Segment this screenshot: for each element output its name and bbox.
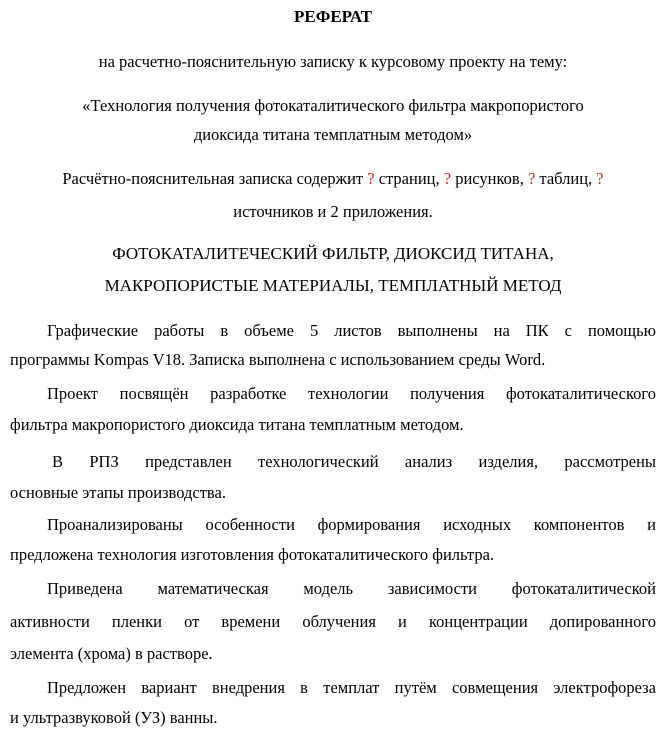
paragraph-4-line-1: Проанализированы особенности формирования исходных компонентов и <box>47 515 656 534</box>
summary-line-1 <box>10 168 656 190</box>
summary-placeholder-tables: ? <box>527 169 536 188</box>
summary-text-4: таблиц, <box>539 169 593 188</box>
keywords-line-1: ФОТОКАТАЛИТЕЧЕСКИЙ ФИЛЬТР, ДИОКСИД ТИТАНА, <box>112 244 554 263</box>
paragraph-6-line-2: и ультразвуковой (УЗ) ванны. <box>10 708 218 727</box>
keywords-line-2: МАКРОПОРИСТЫЕ МАТЕРИАЛЫ, ТЕМПЛАТНЫЙ МЕТОД <box>104 276 562 295</box>
summary-text-3: рисунков, <box>455 169 524 188</box>
paragraph-5-line-1: Приведена математическая модель зависимости фотокаталитической <box>47 579 656 598</box>
paragraph-2-line-2: фильтра макропористого диоксида титана темплатным методом. <box>10 415 464 434</box>
summary-placeholder-figures: ? <box>443 169 452 188</box>
summary-placeholder-sources: ? <box>596 169 604 188</box>
summary-text-2: страниц, <box>378 169 440 188</box>
summary-text-1: Расчётно-пояснительная записка содержит <box>62 169 364 188</box>
paragraph-6-line-1: Предложен вариант внедрения в темплат путём совмещения электрофореза <box>47 678 656 697</box>
abstract-subtitle: на расчетно-пояснительную записку к курсовому проекту на тему: <box>98 52 568 71</box>
topic-line-1: «Технология получения фотокаталитического фильтра макропористого <box>82 96 584 115</box>
abstract-title: РЕФЕРАТ <box>294 7 372 26</box>
paragraph-1-line-1: Графические работы в объеме 5 листов выполнены на ПК с помощью <box>47 321 656 340</box>
summary-line-2: источников и 2 приложения. <box>233 202 433 221</box>
topic-line-2: диоксида титана темплатным методом» <box>193 125 473 144</box>
summary-placeholder-pages: ? <box>367 169 375 188</box>
paragraph-3-line-2: основные этапы производства. <box>10 483 226 502</box>
paragraph-2-line-1: Проект посвящён разработке технологии получения фотокаталитического <box>47 384 656 403</box>
paragraph-1-line-2: программы Kompas V18. Записка выполнена с использованием среды Word. <box>10 350 546 369</box>
paragraph-5-line-2: активности пленки от времени облучения и концентрации допированного <box>10 612 656 631</box>
paragraph-5-line-3: элемента (хрома) в растворе. <box>10 644 213 663</box>
paragraph-3-line-1: В РПЗ представлен технологический анализ изделия, рассмотрены <box>52 452 656 471</box>
paragraph-4-line-2: предложена технология изготовления фотокаталитического фильтра. <box>10 545 495 564</box>
